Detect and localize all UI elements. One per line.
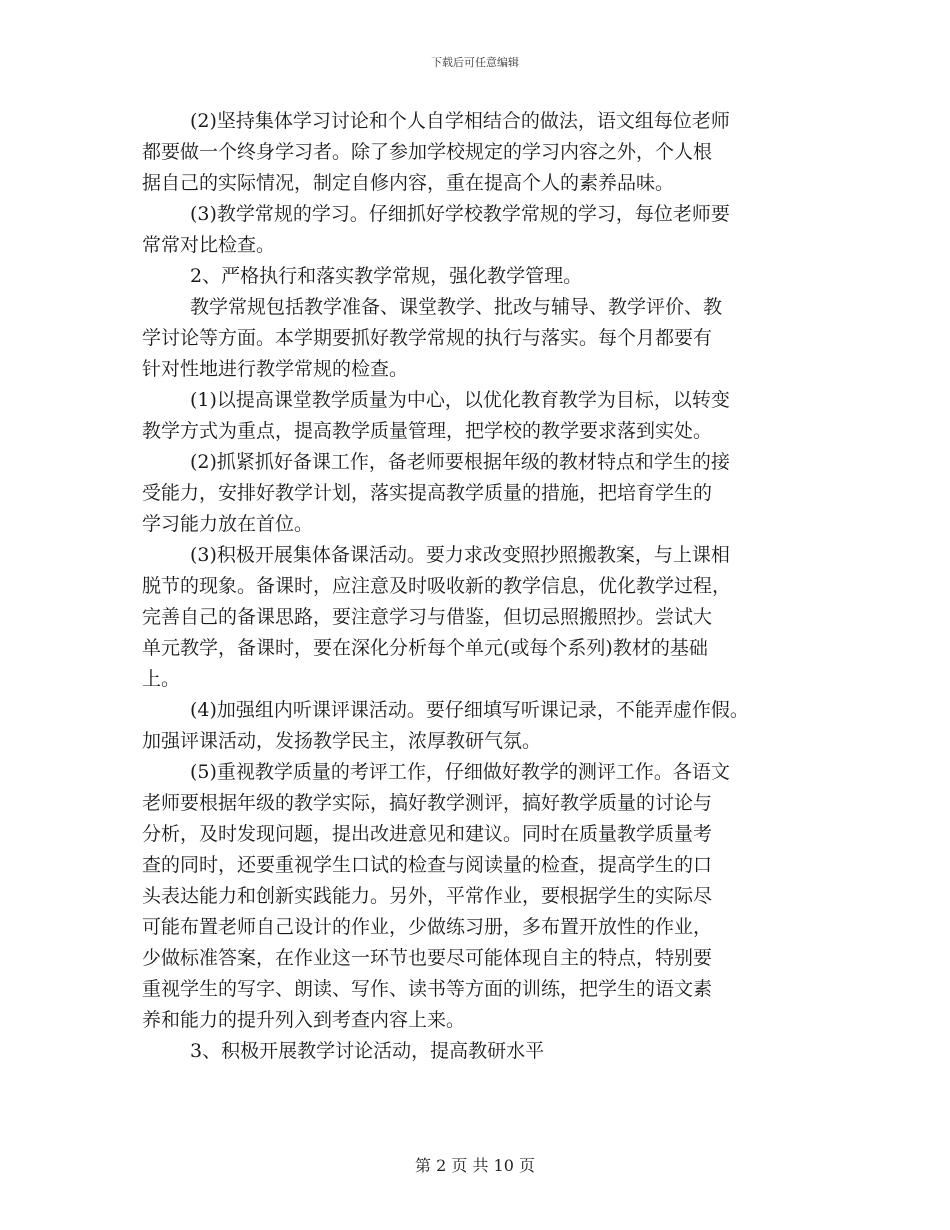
document-body xyxy=(142,106,832,1067)
text-line: 完善自己的备课思路，要注意学习与借鉴，但切忌照搬照抄。尝试大 xyxy=(142,606,713,628)
text-line: 养和能力的提升列入到考查内容上来。 xyxy=(142,1009,466,1031)
text-line: 加强评课活动，发扬教学民主，浓厚教研气氛。 xyxy=(142,730,542,752)
text-line: 都要做一个终身学习者。除了参加学校规定的学习内容之外，个人根 xyxy=(142,141,713,163)
text-line: (5)重视教学质量的考评工作，仔细做好教学的测评工作。各语文 xyxy=(190,761,730,783)
text-line: 重视学生的写字、朗读、写作、读书等方面的训练，把学生的语文素 xyxy=(142,978,713,1000)
text-line: (2)抓紧抓好备课工作，备老师要根据年级的教材特点和学生的接 xyxy=(190,451,730,473)
text-line: 脱节的现象。备课时，应注意及时吸收新的教学信息，优化教学过程， xyxy=(142,575,732,597)
text-line: 教学常规包括教学准备、课堂教学、批改与辅导、教学评价、教 xyxy=(190,296,723,318)
text-line: (4)加强组内听课评课活动。要仔细填写听课记录，不能弄虚作假。 xyxy=(190,699,749,721)
text-line: 老师要根据年级的教学实际，搞好教学测评，搞好教学质量的讨论与 xyxy=(142,792,713,814)
text-line: 据自己的实际情况，制定自修内容，重在提高个人的素养品味。 xyxy=(142,172,675,194)
text-line: 分析，及时发现问题，提出改进意见和建议。同时在质量教学质量考 xyxy=(142,823,713,845)
text-line: 学习能力放在首位。 xyxy=(142,513,314,535)
text-line: 少做标准答案，在作业这一环节也要尽可能体现自主的特点，特别要 xyxy=(142,947,713,969)
text-line: (1)以提高课堂教学质量为中心，以优化教育教学为目标，以转变 xyxy=(190,389,730,411)
text-line: 学讨论等方面。本学期要抓好教学常规的执行与落实。每个月都要有 xyxy=(142,327,713,349)
text-line: 上。 xyxy=(142,668,181,690)
text-line: 单元教学，备课时，要在深化分析每个单元(或每个系列)教材的基础 xyxy=(142,637,708,659)
text-line: 3、积极开展教学讨论活动，提高教研水平 xyxy=(190,1040,545,1062)
text-line: (3)教学常规的学习。仔细抓好学校教学常规的学习，每位老师要 xyxy=(190,203,730,225)
text-line: 查的同时，还要重视学生口试的检查与阅读量的检查，提高学生的口 xyxy=(142,854,713,876)
text-line: 头表达能力和创新实践能力。另外，平常作业，要根据学生的实际尽 xyxy=(142,885,713,907)
text-line: 常常对比检查。 xyxy=(142,234,276,256)
text-line: 可能布置老师自己设计的作业，少做练习册，多布置开放性的作业， xyxy=(142,916,713,938)
page-header: 下载后可任意编辑 xyxy=(431,56,519,69)
page-footer: 第 2 页 共 10 页 xyxy=(415,1156,535,1175)
text-line: 2、严格执行和落实教学常规，强化教学管理。 xyxy=(190,265,583,287)
text-line: 受能力，安排好教学计划，落实提高教学质量的措施，把培育学生的 xyxy=(142,482,713,504)
text-line: (3)积极开展集体备课活动。要力求改变照抄照搬教案，与上课相 xyxy=(190,544,730,566)
text-line: 教学方式为重点，提高教学质量管理，把学校的教学要求落到实处。 xyxy=(142,420,713,442)
text-line: 针对性地进行教学常规的检查。 xyxy=(142,358,409,380)
text-line: (2)坚持集体学习讨论和个人自学相结合的做法，语文组每位老师 xyxy=(190,110,730,132)
